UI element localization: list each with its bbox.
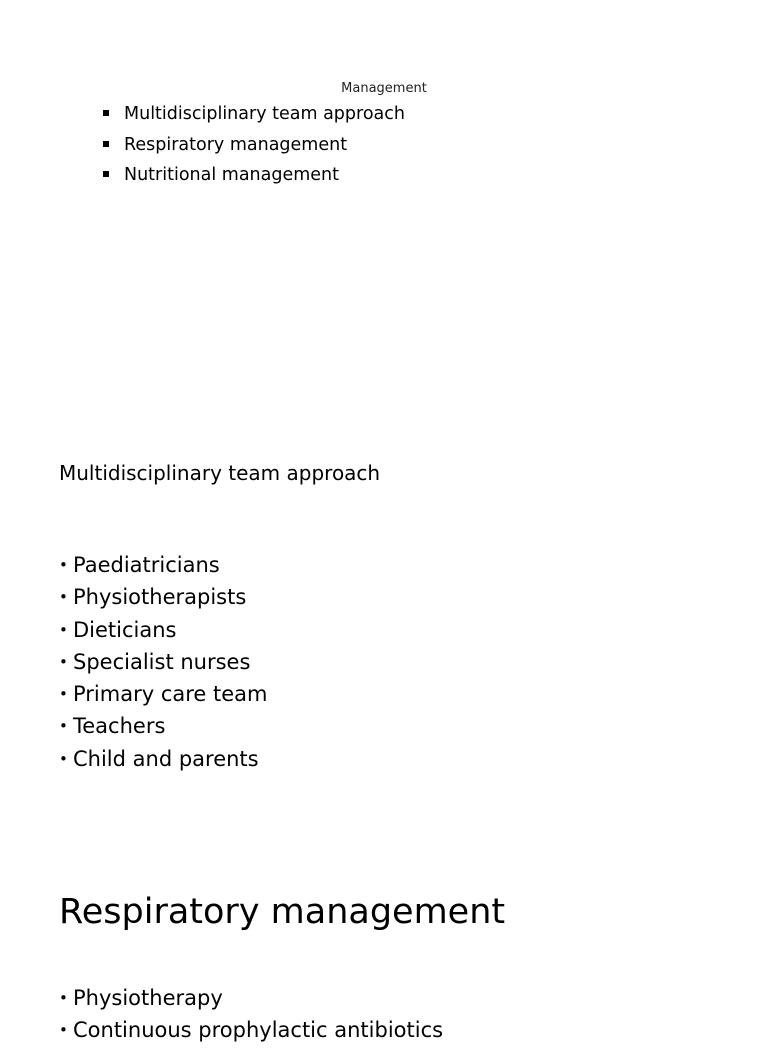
list-item [59,550,268,582]
list-item-label: Teachers [73,714,166,739]
bullet-icon: • [59,652,68,671]
bullet-icon: • [59,685,68,704]
bullet-icon: • [59,989,68,1007]
bullet-icon: • [59,588,68,607]
list-item [59,744,268,776]
list-item-label: Continuous prophylactic antibiotics [73,1018,444,1043]
bullet-icon: • [59,1021,68,1040]
list-item-label: Physiotherapy [73,986,223,1010]
list-item [59,1015,443,1047]
slide-title: Management [341,81,427,96]
list-item-label: Child and parents [73,746,259,771]
list-item-label: Nutritional management [124,165,339,185]
list-item-label: Paediatricians [73,553,220,577]
square-bullet-icon [103,171,109,177]
list-item-label: Respiratory management [124,134,348,155]
slide-heading: Respiratory management [59,892,506,932]
list-item [59,679,268,711]
slide-heading: Multidisciplinary team approach [59,461,381,485]
list-item [103,163,405,194]
list-item-label: Specialist nurses [73,649,251,674]
square-bullet-icon [103,141,109,147]
bullet-icon: • [59,556,68,574]
list-item [103,133,405,164]
list-item-label: Multidisciplinary team approach [124,104,405,124]
list-item [59,647,268,679]
bullet-icon: • [59,620,68,639]
list-item [59,582,268,614]
list-item-label: Dieticians [73,617,177,642]
list-item [59,711,268,743]
team-list [59,550,268,776]
list-item-label: Physiotherapists [73,585,247,610]
list-item [59,615,268,647]
square-bullet-icon [103,110,109,116]
respiratory-list [59,983,443,1048]
management-list [103,102,405,194]
bullet-icon: • [59,749,68,768]
list-item-label: Primary care team [73,682,268,707]
list-item [59,983,443,1015]
list-item [103,102,405,133]
bullet-icon: • [59,717,68,736]
